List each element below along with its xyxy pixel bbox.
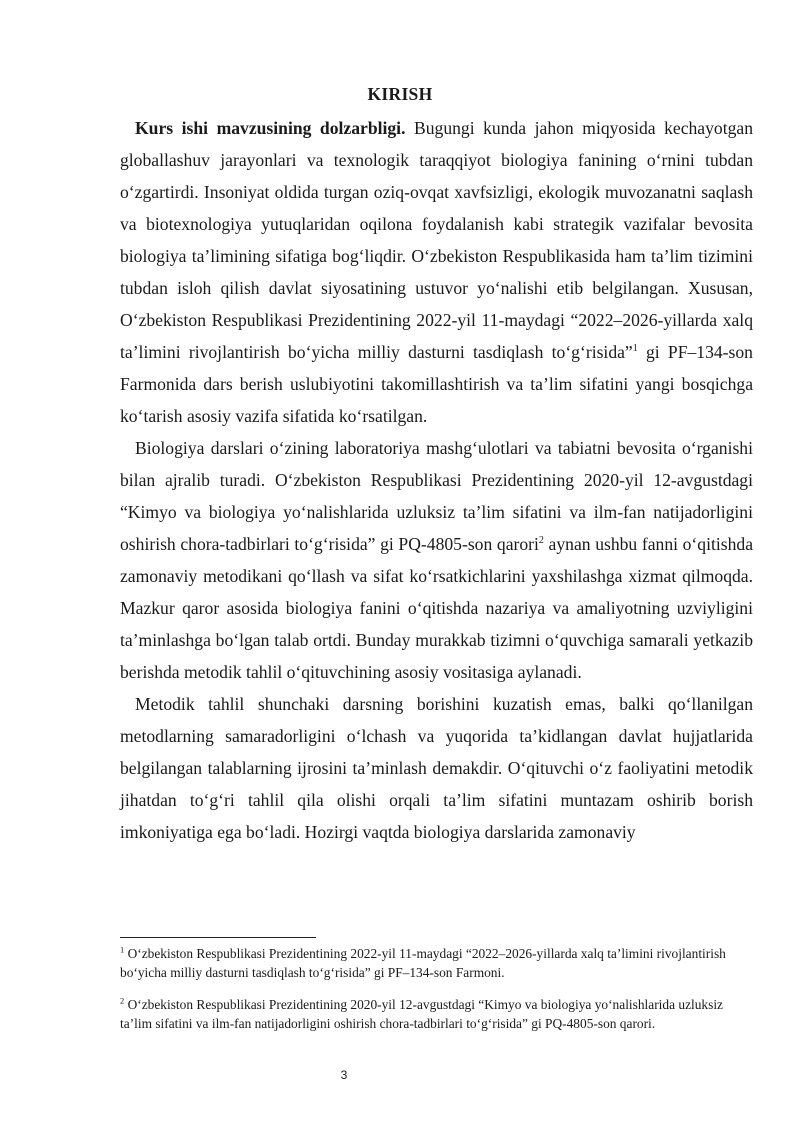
footnote-1 (120, 944, 740, 982)
paragraph-text: Bugungi kunda jahon miqyosida kechayotgan globallashuv jarayonlari va texnologik taraqqiyot biologiya fanining o‘rnini tubdan o‘zgartirdi. Insoniyat oldida turgan oziq-ovqat xavfsizligi, ekologik muvozanatni saqlash va biotexnologiya yutuqlaridan oqilona foydalanish kabi strategik vazifalar bevosita biologiya ta’limining sifatiga bog‘liqdir. O‘zbekiston Respublikasida ham ta’lim tizimini tubdan isloh qilish davlat siyosatining ustuvor yo‘nalishi etib belgilangan. Xususan, O‘zbekiston Respublikasi Prezidentining 2022-yil 11-maydagi “2022–2026-yillarda xalq ta’limini rivojlantirish bo‘yicha milliy dasturni tasdiqlash to‘g‘risida” (120, 118, 753, 362)
page-number: 3 (340, 1068, 348, 1082)
footnote-ref-1[interactable]: 1 (632, 343, 638, 355)
footnote-mark-2: 2 (120, 995, 125, 1006)
footnote-mark-1: 1 (120, 944, 125, 955)
footnote-text: O‘zbekiston Respublikasi Prezidentining 2020-yil 12-avgustdagi “Kimyo va biologiya yo‘nalishlarida uzluksiz ta’lim sifatini va ilm-fan natijadorligini oshirish chora-tadbirlari to‘g‘risida” gi PQ-4805-son qarori. (120, 997, 723, 1031)
paragraph-text: Metodik tahlil shunchaki darsning borishini kuzatish emas, balki qo‘llanilgan metodlarning samaradorligini o‘lchash va yuqorida ta’kidlangan davlat hujjatlarida belgilangan talablarning ijrosini ta’minlash demakdir. O‘qituvchi o‘z faoliyatini metodik jihatdan to‘g‘ri tahlil qila olishi orqali ta’lim sifatini muntazam oshirib borish imkoniyatiga ega bo‘ladi. Hozirgi vaqtda biologiya darslarida zamonaviy (120, 694, 753, 842)
paragraph-text-continued: aynan ushbu fanni o‘qitishda zamonaviy metodikani qo‘llash va sifat ko‘rsatkichlarini yaxshilashga xizmat qilmoqda. Mazkur qaror asosida biologiya fanini o‘qitishda nazariya va amaliyotning uzviyligini ta’minlashga bo‘lgan talab ortdi. Bunday murakkab tizimni o‘quvchiga samarali yetkazib berishda metodik tahlil o‘qituvchining asosiy vositasiga aylanadi. (120, 534, 754, 682)
footnote-divider (120, 937, 316, 938)
footnote-2 (120, 995, 740, 1033)
footnote-text: O‘zbekiston Respublikasi Prezidentining 2022-yil 11-maydagi “2022–2026-yillarda xalq ta’limini rivojlantirish bo‘yicha milliy dasturni tasdiqlash to‘g‘risida” gi PF–134-son Farmoni. (120, 946, 726, 980)
paragraph-text: Biologiya darslari o‘zining laboratoriya mashg‘ulotlari va tabiatni bevosita o‘rganishi bilan ajralib turadi. O‘zbekiston Respublikasi Prezidentining 2020-yil 12-avgustdagi “Kimyo va biologiya yo‘nalishlarida uzluksiz ta’lim sifatini va ilm-fan natijadorligini oshirish chora-tadbirlari to‘g‘risida” gi PQ-4805-son qarori (120, 438, 753, 554)
paragraph-1 (120, 112, 753, 432)
paragraph-lead: Kurs ishi mavzusining dolzarbligi. (135, 118, 406, 138)
body-text (120, 112, 753, 848)
paragraph-text-continued: gi PF–134-son Farmonida dars berish uslubiyotini takomillashtirish va ta’lim sifatini yangi bosqichga ko‘tarish asosiy vazifa sifatida ko‘rsatilgan. (120, 342, 753, 426)
paragraph-3 (120, 688, 753, 848)
paragraph-2 (120, 432, 753, 688)
section-title: KIRISH (367, 84, 433, 104)
footnotes (120, 944, 740, 1046)
footnote-ref-2[interactable]: 2 (538, 535, 544, 547)
